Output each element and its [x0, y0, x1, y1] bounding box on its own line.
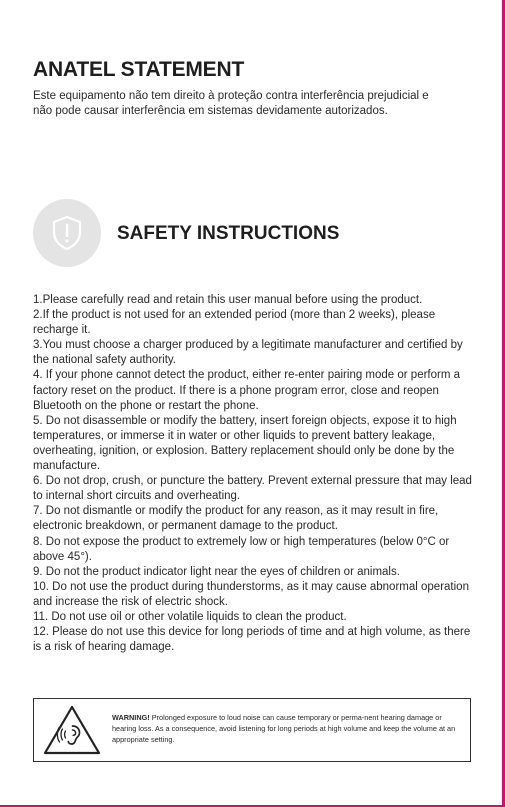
instruction-item: 6. Do not drop, crush, or puncture the battery. Prevent external pressure that may lead to internal short circuits and overheating.	[33, 475, 472, 503]
shield-exclamation-icon	[51, 215, 83, 251]
instruction-item: 2.If the product is not used for an extended period (more than 2 weeks), please recharge it.	[33, 309, 436, 337]
warning-label: WARNING!	[112, 713, 150, 722]
anatel-title: ANATEL STATEMENT	[33, 58, 245, 81]
safety-title: SAFETY INSTRUCTIONS	[117, 223, 340, 244]
instruction-item: 5. Do not disassemble or modify the battery, insert foreign objects, expose it to high temperatures, or immerse it in water or other liquids to prevent battery leakage, overheating, ignition, or explosion. Battery replacement should only be done by the manufacture.	[33, 414, 457, 473]
safety-instructions-list	[33, 293, 473, 655]
safety-header	[33, 199, 473, 269]
hearing-warning-icon	[42, 704, 102, 756]
warning-body: Prolonged exposure to loud noise can cause temporary or perma-nent hearing damage or hearing loss. As a consequence, avoid listening for long periods at high volume and keep the volume at an appropriate setting.	[112, 713, 456, 744]
instruction-item: 10. Do not use the product during thunderstorms, as it may cause abnormal operation and increase the risk of electric shock.	[33, 580, 469, 608]
instruction-item: 8. Do not expose the product to extremely low or high temperatures (below 0°C or above 45°).	[33, 535, 450, 563]
instruction-item: 12. Please do not use this device for long periods of time and at high volume, as there is a risk of hearing damage.	[33, 626, 471, 654]
anatel-statement	[33, 89, 473, 119]
instruction-item: 9. Do not the product indicator light near the eyes of children or animals.	[33, 565, 400, 578]
instruction-item: 4. If your phone cannot detect the product, either re-enter pairing mode or perform a factory reset on the product. If there is a phone program error, close and reopen Bluetooth on the phone or restart the phone.	[33, 369, 461, 412]
instruction-item: 3.You must choose a charger produced by a legitimate manufacturer and certified by the national safety authority.	[33, 339, 463, 367]
instruction-item: 11. Do not use oil or other volatile liquids to clean the product.	[33, 610, 347, 623]
anatel-line: não pode causar interferência em sistemas devidamente autorizados.	[33, 105, 388, 117]
warning-text	[112, 712, 462, 745]
safety-icon-badge	[33, 199, 101, 267]
anatel-line: Este equipamento não tem direito à proteção contra interferência prejudicial e	[33, 90, 429, 102]
instruction-item: 7. Do not dismantle or modify the product for any reason, as it may result in fire, electronic breakdown, or permanent damage to the product.	[33, 505, 439, 533]
instruction-item: 1.Please carefully read and retain this user manual before using the product.	[33, 294, 423, 306]
hearing-warning-box	[33, 698, 471, 762]
